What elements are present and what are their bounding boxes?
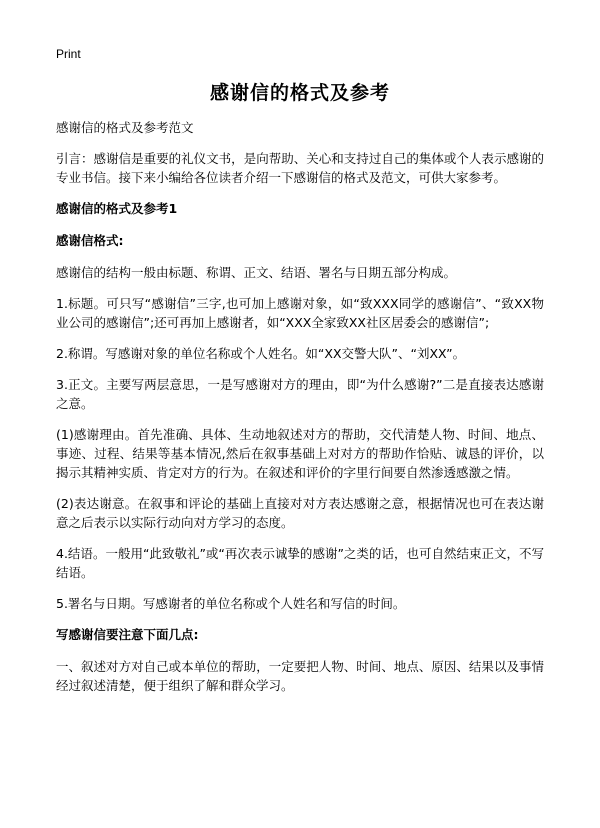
notes-heading: 写感谢信要注意下面几点: xyxy=(56,627,199,642)
item-body-thanks: (2)表达谢意。在叙事和评论的基础上直接对对方表达感谢之意，根据情况也可在表达谢意之后表示以实际行动向对方学习的态度。 xyxy=(56,496,544,530)
item-title: 1.标题。可只写“感谢信”三字,也可加上感谢对象，如“致XXX同学的感谢信”、“致XX物业公司的感谢信”;还可再加上感谢者，如“XXX全家致XX社区居委会的感谢信”; xyxy=(56,296,544,330)
item-body: 3.正文。主要写两层意思，一是写感谢对方的理由，即“为什么感谢?”二是直接表达感谢之意。 xyxy=(56,377,544,411)
item-closing: 4.结语。一般用“此致敬礼”或“再次表示诚挚的感谢”之类的话，也可自然结束正文，不写结语。 xyxy=(56,546,544,580)
item-signature: 5.署名与日期。写感谢者的单位名称或个人姓名和写信的时间。 xyxy=(56,596,406,611)
subtitle: 感谢信的格式及参考范文 xyxy=(56,120,194,135)
note-paragraph: 一、叙述对方对自己或本单位的帮助，一定要把人物、时间、地点、原因、结果以及事情经过叙述清楚，便于组织了解和群众学习。 xyxy=(56,659,544,693)
structure-paragraph: 感谢信的结构一般由标题、称谓、正文、结语、署名与日期五部分构成。 xyxy=(56,265,457,280)
section-heading: 感谢信的格式及参考1 xyxy=(56,201,178,216)
item-body-reason: (1)感谢理由。首先准确、具体、生动地叙述对方的帮助，交代清楚人物、时间、地点、事迹、过程、结果等基本情况,然后在叙事基础上对对方的帮助作恰贴、诚恳的评价，以揭示其精神实质、肯定对方的行为。在叙述和评价的字里行间要自然渗透感激之情。 xyxy=(56,427,544,480)
page-title: 感谢信的格式及参考 xyxy=(209,82,390,104)
format-heading: 感谢信格式: xyxy=(56,233,124,248)
item-salutation: 2.称谓。写感谢对象的单位名称或个人姓名。如“XX交警大队”、“刘XX”。 xyxy=(56,346,466,361)
print-label: Print xyxy=(56,47,81,61)
intro-paragraph: 引言：感谢信是重要的礼仪文书，是向帮助、关心和支持过自己的集体或个人表示感谢的专业书信。接下来小编给各位读者介绍一下感谢信的格式及范文，可供大家参考。 xyxy=(56,151,544,185)
